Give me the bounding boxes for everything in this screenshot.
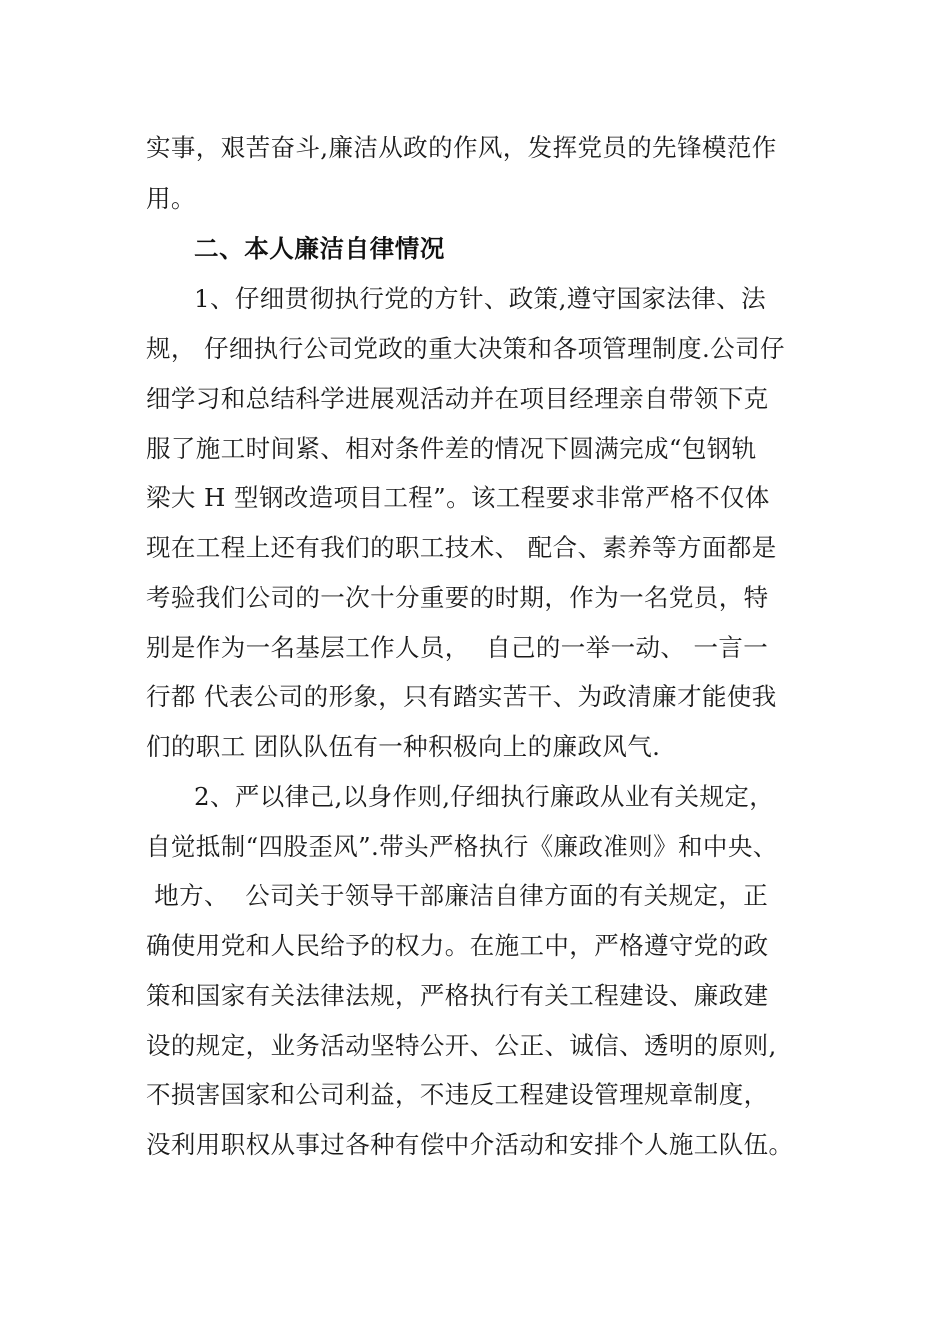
paragraph-line: 不损害国家和公司利益，不违反工程建设管理规章制度，: [146, 1080, 769, 1109]
paragraph-line: 设的规定，业务活动坚特公开、公正、诚信、透明的原则,: [146, 1031, 777, 1060]
paragraph-line: 现在工程上还有我们的职工技术、 配合、素养等方面都是: [146, 533, 777, 562]
paragraph-line: 没利用职权从事过各种有偿中介活动和安排个人施工队伍。: [146, 1130, 794, 1159]
paragraph-line: 细学习和总结科学进展观活动并在项目经理亲自带领下克: [146, 384, 769, 413]
paragraph-line: 确使用党和人民给予的权力。在施工中，严格遵守党的政: [146, 931, 769, 960]
paragraph-line: 考验我们公司的一次十分重要的时期，作为一名党员，特: [146, 583, 769, 612]
paragraph-line: 策和国家有关法律法规，严格执行有关工程建设、廉政建: [146, 981, 769, 1010]
paragraph-line: 们的职工 团队队伍有一种积极向上的廉政风气.: [146, 732, 661, 761]
paragraph-line: 地方、 公司关于领导干部廉洁自律方面的有关规定，正: [146, 881, 769, 910]
paragraph-line: 梁大 H 型钢改造项目工程”。该工程要求非常严格不仅体: [146, 483, 770, 512]
paragraph-line: 用。: [146, 184, 196, 213]
paragraph-line: 规， 仔细执行公司党政的重大决策和各项管理制度.公司仔: [146, 334, 785, 363]
paragraph-line: 自觉抵制“四股歪风”.带头严格执行《廉政准则》和中央、: [146, 832, 778, 861]
paragraph-line: 别是作为一名基层工作人员， 自己的一举一动、 一言一: [146, 633, 769, 662]
paragraph-line: 1、仔细贯彻执行党的方针、政策,遵守国家法律、法: [194, 284, 766, 313]
paragraph-line: 服了施工时间紧、相对条件差的情况下圆满完成“包钢轨: [146, 434, 757, 463]
paragraph-line: 实事，艰苦奋斗,廉洁从政的作风，发挥党员的先锋模范作: [146, 133, 777, 162]
paragraph-line: 行都 代表公司的形象，只有踏实苦干、为政清廉才能使我: [146, 682, 777, 711]
section-heading: 二、本人廉洁自律情况: [194, 234, 445, 263]
paragraph-line: 2、严以律己,以身作则,仔细执行廉政从业有关规定，: [194, 782, 775, 811]
